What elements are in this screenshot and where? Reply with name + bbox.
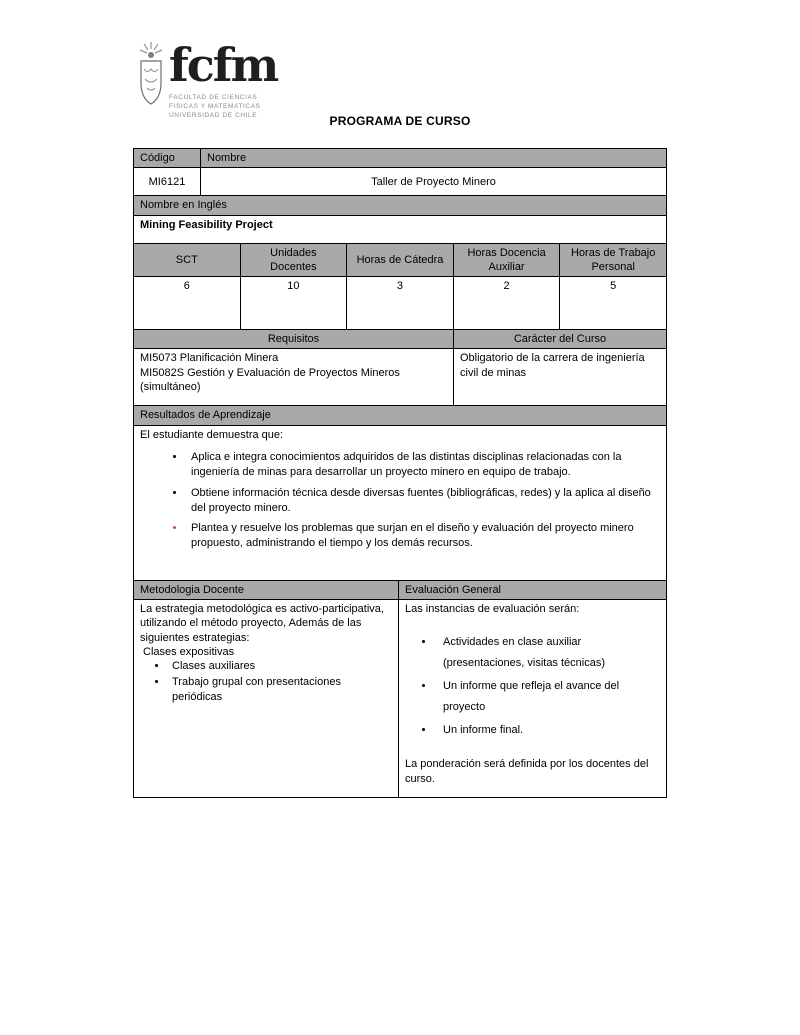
horas-trabajo-personal-value: 5 xyxy=(560,277,667,330)
list-item: • Un informe final. xyxy=(435,720,660,741)
list-item: • Actividades en clase auxiliar (presentaciones, visitas técnicas) xyxy=(435,632,660,674)
resultados-content xyxy=(134,425,667,580)
requisitos-table xyxy=(133,329,667,406)
sct-header: SCT xyxy=(134,243,241,277)
horas-catedra-header: Horas de Cátedra xyxy=(347,243,454,277)
metodologia-subline: Clases expositivas xyxy=(143,645,235,658)
nombre-ingles-table xyxy=(133,195,667,243)
university-crest-icon xyxy=(138,42,164,106)
fcfm-wordmark: fcfm xyxy=(169,38,278,92)
codigo-nombre-table xyxy=(133,148,667,196)
nombre-value: Taller de Proyecto Minero xyxy=(201,168,667,196)
unidades-docentes-value: 10 xyxy=(240,277,347,330)
horas-catedra-value: 3 xyxy=(347,277,454,330)
metodologia-evaluacion-table xyxy=(133,580,667,798)
list-item: • Plantea y resuelve los problemas que surjan en el diseño y evaluación del proyecto minero propuesto, administrando el tiempo y los demás recursos. xyxy=(186,521,660,551)
document-title: PROGRAMA DE CURSO xyxy=(329,114,471,128)
nombre-header: Nombre xyxy=(201,149,667,168)
sct-value: 6 xyxy=(134,277,241,330)
requisitos-value xyxy=(134,349,454,406)
resultados-table xyxy=(133,405,667,580)
unidades-docentes-header: Unidades Docentes xyxy=(240,243,347,277)
requisitos-header: Requisitos xyxy=(134,330,454,349)
requisito-item: MI5082S Gestión y Evaluación de Proyectos Mineros (simultáneo) xyxy=(140,366,400,394)
evaluacion-header: Evaluación General xyxy=(399,580,667,599)
requisito-item: MI5073 Planificación Minera xyxy=(140,352,279,365)
faculty-name-line: FISICAS Y MATEMATICAS xyxy=(169,102,261,110)
horas-trabajo-personal-header: Horas de Trabajo Personal xyxy=(560,243,667,277)
list-item: • Aplica e integra conocimientos adquiridos de las distintas disciplinas relacionadas con la ingeniería de minas para desarrollar un proyecto minero en equipo de trabajo. xyxy=(186,450,660,480)
resultados-header: Resultados de Aprendizaje xyxy=(134,406,667,425)
caracter-curso-value: Obligatorio de la carrera de ingeniería civil de minas xyxy=(454,349,667,406)
evaluacion-bullet-list xyxy=(405,632,660,740)
list-item: • Clases auxiliares xyxy=(168,659,392,674)
evaluacion-content xyxy=(399,600,667,798)
faculty-name-line: FACULTAD DE CIENCIAS xyxy=(169,94,258,101)
codigo-header: Código xyxy=(134,149,201,168)
resultados-intro: El estudiante demuestra que: xyxy=(140,428,284,441)
caracter-curso-header: Carácter del Curso xyxy=(454,330,667,349)
faculty-name-line: UNIVERSIDAD DE CHILE xyxy=(169,111,258,119)
course-program-tables xyxy=(133,148,667,798)
list-item: • Trabajo grupal con presentaciones periódicas xyxy=(168,675,392,705)
metodologia-header: Metodologia Docente xyxy=(134,580,399,599)
resultados-bullet-list xyxy=(140,450,660,551)
fcfm-logo xyxy=(138,38,278,120)
horas-docencia-auxiliar-header: Horas Docencia Auxiliar xyxy=(453,243,560,277)
metodologia-bullet-list xyxy=(140,659,392,705)
nombre-ingles-header: Nombre en Inglés xyxy=(134,196,667,215)
list-item: • Obtiene información técnica desde diversas fuentes (bibliográficas, redes) y la aplica al diseño del proyecto minero. xyxy=(186,486,660,516)
metodologia-content xyxy=(134,600,399,798)
evaluacion-intro: Las instancias de evaluación serán: xyxy=(405,603,580,616)
logo-text xyxy=(169,38,278,120)
list-item: • Un informe que refleja el avance del proyecto xyxy=(435,676,660,718)
nombre-ingles-value: Mining Feasibility Project xyxy=(134,215,667,243)
codigo-value: MI6121 xyxy=(134,168,201,196)
hours-table xyxy=(133,243,667,331)
metodologia-intro: La estrategia metodológica es activo-participativa, utilizando el método proyecto, Además de las siguientes estrategias: xyxy=(140,603,384,644)
horas-docencia-auxiliar-value: 2 xyxy=(453,277,560,330)
evaluacion-footer: La ponderación será definida por los docentes del curso. xyxy=(405,757,649,786)
